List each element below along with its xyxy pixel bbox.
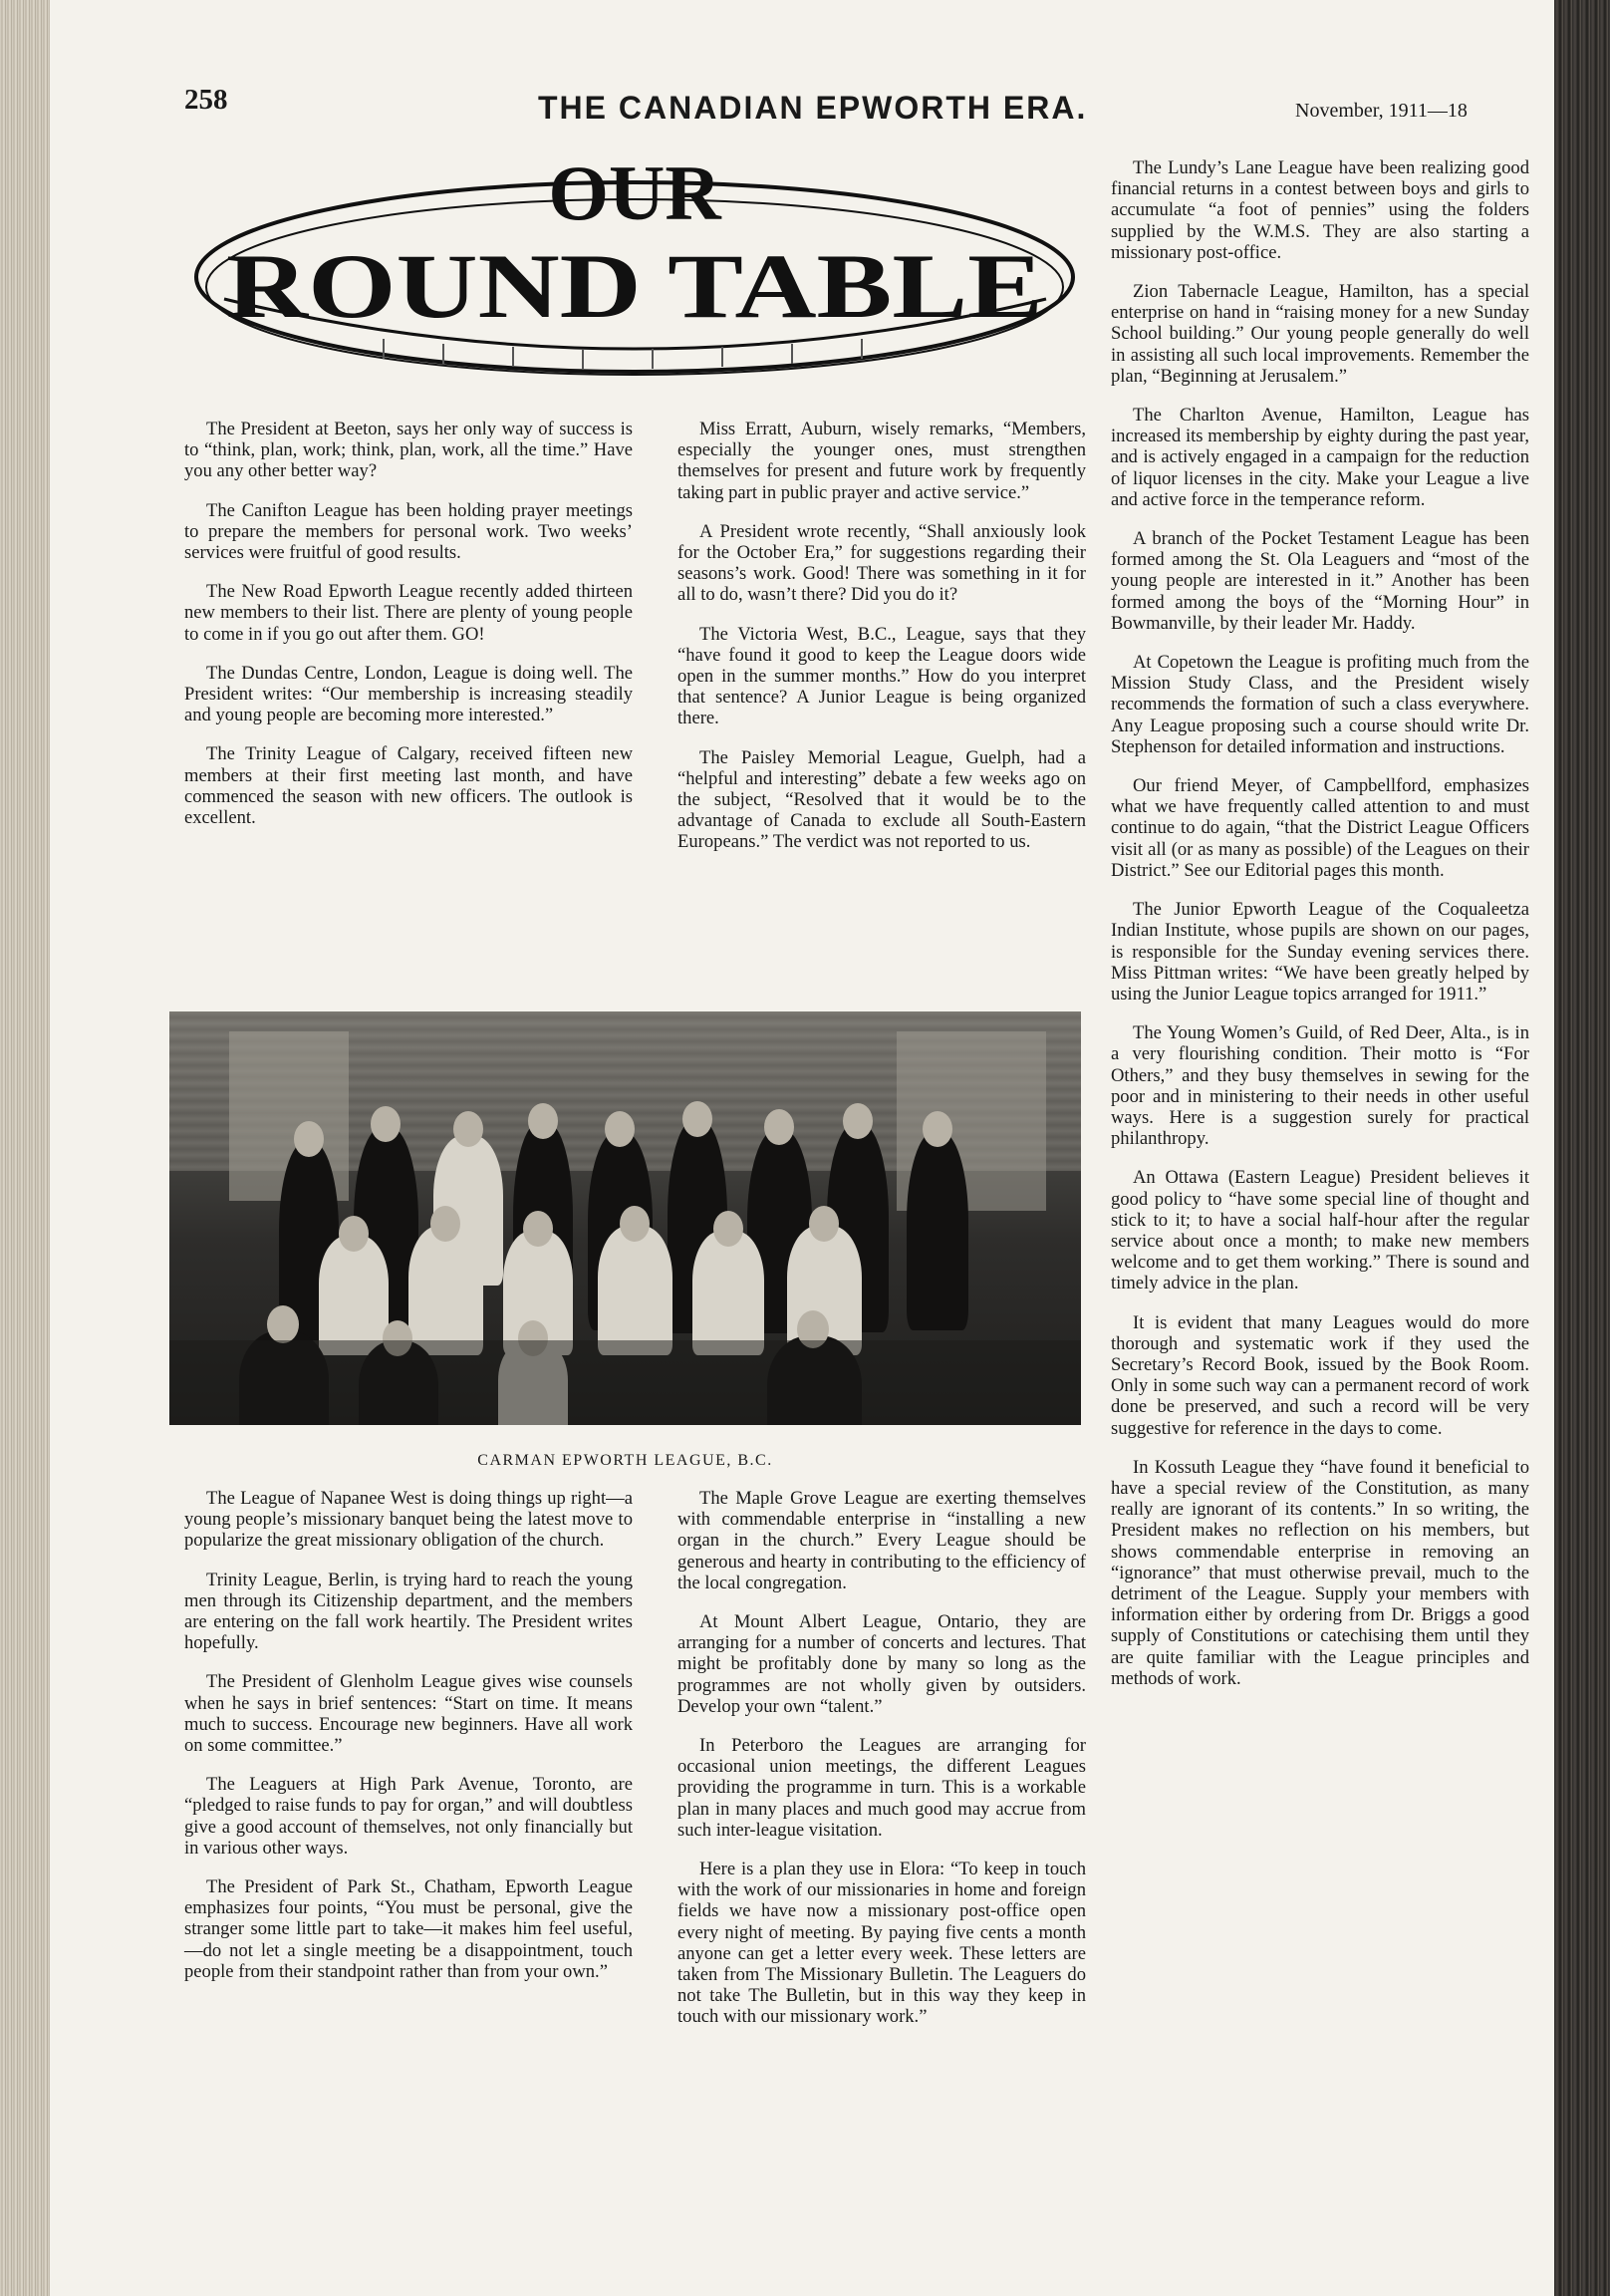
paragraph: In Kossuth League they “have found it beneficial to have a special review of the Constitution, as many really are ignorant of its contents.” In so writing, the President makes no reflection on his members, but shows commendable enterprise in removing an “ignorance” that must otherwise prevail, much to the detriment of the League. Supply your members with information either by ordering from Dr. Briggs a good supply of Constitutions or catechising them until they are quite familiar with the League principles and methods of work. [1111, 1456, 1529, 1689]
paragraph: The Leaguers at High Park Avenue, Toronto, are “pledged to raise funds to pay for organ,” and will doubtless give a good account of themselves, not only financially but in various other ways. [184, 1774, 633, 1859]
paragraph: The Young Women’s Guild, of Red Deer, Alta., is in a very flourishing condition. Their motto is “For Others,” and they busy themselves in sewing for the poor and in ministering to their needs in other useful ways. Here is a suggestion surely for practical philanthropy. [1111, 1022, 1529, 1150]
paragraph: A branch of the Pocket Testament League has been formed among the St. Ola Leaguers and “most of the young people are interested in it.” Another has been formed among the boys of the “Morning Hour” in Bowmanville, by their leader Mr. Haddy. [1111, 528, 1529, 634]
round-table-banner [184, 149, 1086, 384]
photo-caption: CARMAN EPWORTH LEAGUE, B.C. [477, 1452, 773, 1469]
page-number: 258 [184, 84, 228, 116]
paragraph: The Maple Grove League are exerting themselves with commendable enterprise in “installing a new organ in the church.” Every League should be generous and hearty in contributing to the efficiency of the local congregation. [677, 1488, 1086, 1593]
paragraph: The Trinity League of Calgary, received fifteen new members at their first meeting last month, and have commenced the season with new officers. The outlook is excellent. [184, 743, 633, 829]
column-2-bottom [677, 1488, 1086, 2046]
book-binding-right [1554, 0, 1610, 2296]
paragraph: In Peterboro the Leagues are arranging for occasional union meetings, the different Leagues providing the programme in turn. This is a workable plan in many places and much good may accrue from such inter-league visitation. [677, 1735, 1086, 1841]
paragraph: Trinity League, Berlin, is trying hard to reach the young men through its Citizenship department, and the members are entering on the fall work heartily. The President writes hopefully. [184, 1569, 633, 1654]
book-spine-left [0, 0, 50, 2296]
publication-title: THE CANADIAN EPWORTH ERA. [538, 90, 1088, 126]
column-1-bottom [184, 1488, 633, 2000]
paragraph: Miss Erratt, Auburn, wisely remarks, “Members, especially the younger ones, must strengthen themselves for present and future work by frequently taking part in public prayer and active service.” [677, 419, 1086, 503]
paragraph: The President of Park St., Chatham, Epworth League emphasizes four points, “You must be personal, give the stranger some little part to take—it makes him feel useful,—do not let a single meeting be a disappointment, touch people from their standpoint rather than from your own.” [184, 1876, 633, 1982]
paragraph: At Copetown the League is profiting much from the Mission Study Class, and the President wisely recommends the formation of such a class everywhere. Any League proposing such a course should write Dr. Stephenson for detailed information and instructions. [1111, 652, 1529, 757]
paragraph: The President at Beeton, says her only way of success is to “think, plan, work; think, plan, work, all the time.” Have you any other better way? [184, 419, 633, 482]
magazine-page [50, 0, 1554, 2296]
paragraph: The Victoria West, B.C., League, says that they “have found it good to keep the League doors wide open in the summer months.” How do you interpret that sentence? A Junior League is being organized there. [677, 623, 1086, 729]
page-header [50, 80, 1554, 130]
paragraph: At Mount Albert League, Ontario, they are arranging for a number of concerts and lectures. That might be profitably done by many so long as the programmes are not wholly given by outsiders. Develop your own “talent.” [677, 1611, 1086, 1717]
paragraph: The President of Glenholm League gives wise counsels when he says in brief sentences: “Start on time. It means much to success. Encourage new beginners. Have all work on some committee.” [184, 1671, 633, 1757]
paragraph: An Ottawa (Eastern League) President believes it good policy to “have some special line of thought and stick to it; to have a social half-hour after the regular service about once a month; to make new members welcome and to get them working.” There is sound and timely advice in the plan. [1111, 1167, 1529, 1294]
paragraph: The Dundas Centre, London, League is doing well. The President writes: “Our membership is increasing steadily and young people are becoming more interested.” [184, 662, 633, 726]
paragraph: The Canifton League has been holding prayer meetings to prepare the members for personal work. Two weeks’ services were fruitful of good results. [184, 499, 633, 564]
paragraph: The New Road Epworth League recently added thirteen new members to their list. There are plenty of young people to come in if you go out after them. GO! [184, 581, 633, 645]
issue-date: November, 1911—18 [1295, 100, 1468, 122]
paragraph: Here is a plan they use in Elora: “To keep in touch with the work of our missionaries in home and foreign fields we have now a missionary post-office open every night of meeting. By paying five cents a month anyone can get a letter every week. These letters are taken from The Missionary Bulletin. The Leaguers do not take The Bulletin, but in this way they keep in touch with our missionary work.” [677, 1859, 1086, 2028]
paragraph: The Paisley Memorial League, Guelph, had a “helpful and interesting” debate a few weeks ago on the subject, “Resolved that it would be to the advantage of Canada to exclude all South-Eastern Europeans.” The verdict was not reported to us. [677, 746, 1086, 853]
paragraph: The Junior Epworth League of the Coqualeetza Indian Institute, whose pupils are shown on our pages, is responsible for the Sunday evening services there. Miss Pittman writes: “We have been greatly helped by using the Junior League topics arranged for 1911.” [1111, 899, 1529, 1004]
column-3 [1111, 157, 1529, 1707]
paragraph: A President wrote recently, “Shall anxiously look for the October Era,” for suggestions regarding their seasons’s work. Good! There was something in it for all to do, wasn’t there? Did you do it? [677, 520, 1086, 606]
banner-word-our: OUR [548, 149, 721, 236]
paragraph: Zion Tabernacle League, Hamilton, has a special enterprise on hand in “raising money for a new Sunday School building.” Our young people generally do well in assisting all such local improvements. Remember the plan, “Beginning at Jerusalem.” [1111, 281, 1529, 387]
paragraph: It is evident that many Leagues would do more thorough and systematic work if they used the Secretary’s Record Book, issued by the Book Room. Only in some such way can a permanent record of work done be preserved, and such a record will be very suggestive for reference in the days to come. [1111, 1311, 1529, 1439]
paragraph: The Lundy’s Lane League have been realizing good financial returns in a contest between boys and girls to accumulate “a foot of pennies” using the folders supplied by the W.M.S. They are also starting a missionary post-office. [1111, 157, 1529, 263]
banner-word-round-table: ROUND TABLE [226, 235, 1043, 337]
column-2-top [677, 419, 1086, 871]
column-1-top [184, 419, 633, 846]
paragraph: The League of Napanee West is doing things up right—a young people’s missionary banquet being the latest move to popularize the great missionary obligation of the church. [184, 1488, 633, 1552]
group-photograph [169, 1011, 1081, 1425]
paragraph: The Charlton Avenue, Hamilton, League has increased its membership by eighty during the past year, and is actively engaged in a campaign for the reduction of liquor licenses in the city. Make your League a live and active force in the temperance reform. [1111, 405, 1529, 510]
paragraph: Our friend Meyer, of Campbellford, emphasizes what we have frequently called attention to and must continue to do again, “that the District League Officers visit all (or as many as possible) of the Leagues on their District.” See our Editorial pages this month. [1111, 775, 1529, 881]
